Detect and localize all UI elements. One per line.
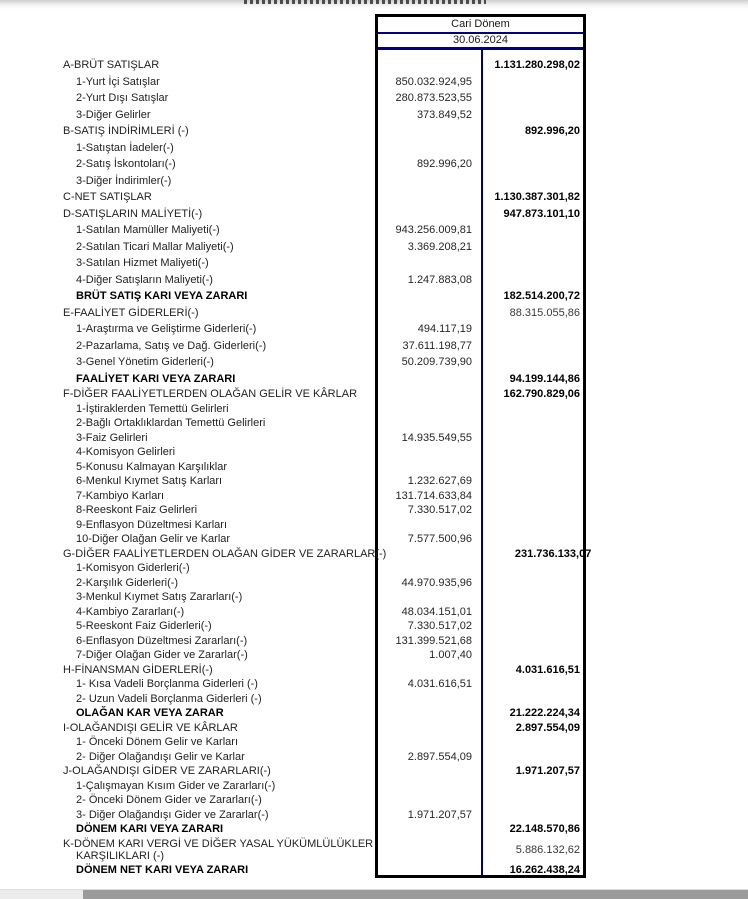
row-label-text: 3-Diğer Gelirler <box>76 108 151 121</box>
table-row <box>0 837 748 864</box>
row-subcolumn-value: 7.330.517,02 <box>407 504 472 517</box>
row-label-text: 2- Diğer Olağandışı Gelir ve Karlar <box>76 750 245 763</box>
table-row <box>0 648 748 663</box>
row-total-value: 231.736.133,07 <box>514 547 592 560</box>
row-label <box>0 417 375 430</box>
table-row <box>0 779 748 794</box>
row-subcolumn-value: 1.007,40 <box>429 649 472 662</box>
table-row <box>0 288 748 305</box>
period-label: Cari Dönem <box>375 17 586 34</box>
row-label <box>0 519 375 532</box>
table-row <box>0 431 748 446</box>
table-row <box>0 735 748 750</box>
row-label-text: 2-Satılan Ticari Mallar Maliyeti(-) <box>76 240 234 253</box>
table-row <box>0 793 748 808</box>
row-subcolumn-value: 48.034.151,01 <box>401 605 472 618</box>
row-label <box>0 649 375 662</box>
row-subcolumn-value: 850.032.924,95 <box>395 75 472 88</box>
row-label <box>0 373 375 386</box>
row-label <box>0 307 375 320</box>
table-row <box>0 532 748 547</box>
row-label <box>0 191 375 204</box>
row-label <box>0 809 375 822</box>
row-label <box>0 257 375 270</box>
row-label-text: 1- Önceki Dönem Gelir ve Karları <box>76 736 238 748</box>
row-label-text: DÖNEM NET KARI VEYA ZARARI <box>76 864 249 876</box>
row-label-text: 6-Enflasyon Düzeltmesi Zararları(-) <box>76 634 248 647</box>
row-label-text: 1- Kısa Vadeli Borçlanma Giderleri (-) <box>76 678 258 690</box>
row-label <box>0 794 375 807</box>
scrollbar-thumb[interactable] <box>83 890 748 899</box>
row-subcolumn-value: 131.714.633,84 <box>395 489 472 502</box>
row-label <box>0 388 375 401</box>
row-label-text: 2-Satış İskontoları(-) <box>76 158 176 170</box>
row-subcolumn-value: 37.611.198,77 <box>402 339 472 352</box>
row-subcolumn-value: 1.971.207,57 <box>407 808 472 821</box>
table-row <box>0 173 748 190</box>
row-label <box>0 403 375 416</box>
row-label-text: 1-Komisyon Giderleri(-) <box>76 562 190 574</box>
row-label-text: 2-Yurt Dışı Satışlar <box>76 92 169 104</box>
table-row <box>0 123 748 140</box>
row-label <box>0 577 375 590</box>
table-row <box>0 371 748 388</box>
table-row <box>0 808 748 823</box>
row-label <box>0 224 375 237</box>
row-label <box>0 620 375 633</box>
row-label <box>0 562 375 575</box>
row-label-text: 1-Çalışmayan Kısım Gider ve Zararları(-) <box>76 779 276 792</box>
period-header-box <box>375 14 586 50</box>
row-subcolumn-value: 131.399.521,68 <box>395 634 472 647</box>
table-row <box>0 721 748 736</box>
row-label-text: K-DÖNEM KARI VERGİ VE DİĞER YASAL YÜKÜMLÜLÜKLER <box>63 837 374 850</box>
row-label-text: 2- Uzun Vadeli Borçlanma Giderleri (-) <box>76 692 262 705</box>
row-subcolumn-value: 494.117,19 <box>417 323 472 336</box>
table-row <box>0 677 748 692</box>
row-subcolumn-value: 4.031.616,51 <box>407 678 472 691</box>
table-row <box>0 706 748 721</box>
table-row <box>0 561 748 576</box>
row-label-text: J-OLAĞANDIŞI GİDER VE ZARARLARI(-) <box>63 765 271 777</box>
table-row <box>0 663 748 678</box>
table-row <box>0 189 748 206</box>
row-label <box>0 175 375 188</box>
row-label <box>0 533 375 546</box>
row-subcolumn-value: 280.873.523,55 <box>395 92 472 105</box>
row-subcolumn-value: 1.247.883,08 <box>407 273 472 286</box>
period-date: 30.06.2024 <box>452 34 509 46</box>
row-label <box>0 864 375 877</box>
row-label-text: D-SATIŞLARIN MALİYETİ(-) <box>63 207 203 220</box>
row-label-text: 2- Önceki Dönem Gider ve Zararları(-) <box>76 794 262 806</box>
row-label-text: 1-Araştırma ve Geliştirme Giderleri(-) <box>76 323 257 335</box>
row-label-text: 3- Diğer Olağandışı Gider ve Zararlar(-) <box>76 808 269 821</box>
table-row <box>0 222 748 239</box>
row-label-text: 3-Menkul Kıymet Satış Zararları(-) <box>76 591 243 603</box>
row-total-value: 1.131.280.298,02 <box>494 59 580 72</box>
table-row <box>0 57 748 74</box>
row-label <box>0 356 375 369</box>
table-row <box>0 387 748 402</box>
row-subcolumn-value: 373.849,52 <box>416 108 472 121</box>
row-label <box>0 504 375 517</box>
table-row <box>0 402 748 417</box>
table-row <box>0 764 748 779</box>
table-row <box>0 692 748 707</box>
row-label-text: FAALİYET KARI VEYA ZARARI <box>76 372 236 385</box>
table-row <box>0 518 748 533</box>
row-label-text: 9-Enflasyon Düzeltmesi Karları <box>76 518 228 531</box>
income-statement-table <box>0 57 748 877</box>
table-row <box>0 305 748 322</box>
row-label-text: 3-Genel Yönetim Giderleri(-) <box>76 356 214 368</box>
row-label-text: 1-Yurt İçi Satışlar <box>76 75 160 88</box>
row-subcolumn-value: 2.897.554,09 <box>407 750 472 763</box>
table-row <box>0 619 748 634</box>
row-subcolumn-value: 14.935.549,55 <box>401 431 472 444</box>
table-row <box>0 445 748 460</box>
row-total-value: 5.886.132,62 <box>515 844 580 856</box>
table-row <box>0 634 748 649</box>
row-label <box>0 432 375 445</box>
row-label-text: OLAĞAN KAR VEYA ZARAR <box>76 707 224 719</box>
table-row <box>0 474 748 489</box>
row-total-value: 4.031.616,51 <box>515 663 580 676</box>
row-label <box>0 158 375 171</box>
table-row <box>0 140 748 157</box>
row-subcolumn-value: 7.330.517,02 <box>407 620 472 633</box>
row-total-value: 892.996,20 <box>524 125 580 138</box>
row-total-value: 21.222.224,34 <box>509 707 580 720</box>
row-label-text: 7-Diğer Olağan Gider ve Zararlar(-) <box>76 649 248 661</box>
row-label-text: 5-Konusu Kalmayan Karşılıklar <box>76 460 228 473</box>
row-total-value: 1.130.387.301,82 <box>494 191 580 204</box>
row-label-text: 2-Pazarlama, Satış ve Dağ. Giderleri(-) <box>76 339 267 352</box>
row-label <box>0 59 375 72</box>
row-label <box>0 678 375 691</box>
row-label-text: 4-Komisyon Gelirleri <box>76 446 176 458</box>
row-label-text: 4-Kambiyo Zararları(-) <box>76 605 185 618</box>
row-label-text: 8-Reeskont Faiz Gelirleri <box>76 504 198 516</box>
row-label-text: 3-Diğer İndirimler(-) <box>76 174 172 187</box>
row-total-value: 94.199.144,86 <box>509 372 580 385</box>
table-row <box>0 255 748 272</box>
row-label <box>0 92 375 105</box>
row-label-text: 3-Faiz Gelirleri <box>76 431 148 444</box>
row-label <box>0 446 375 459</box>
table-row <box>0 547 748 562</box>
row-label <box>0 461 375 474</box>
row-total-value: 16.262.438,24 <box>509 864 580 877</box>
row-subcolumn-value: 1.232.627,69 <box>407 475 472 488</box>
row-label-text: 2-Karşılık Giderleri(-) <box>76 576 179 589</box>
row-label <box>0 323 375 336</box>
row-subcolumn-value: 50.209.739,90 <box>401 356 472 369</box>
row-label <box>0 241 375 254</box>
row-label-text: 10-Diğer Olağan Gelir ve Karlar <box>76 533 231 545</box>
table-row <box>0 354 748 371</box>
row-label <box>0 664 375 677</box>
row-label-text: 1-Satılan Mamüller Maliyeti(-) <box>76 224 220 236</box>
row-label-text: DÖNEM KARI VEYA ZARARI <box>76 823 224 835</box>
table-row <box>0 156 748 173</box>
table-row <box>0 605 748 620</box>
row-label-text: H-FİNANSMAN GİDERLERİ(-) <box>63 663 213 676</box>
row-label <box>0 125 375 138</box>
row-label <box>0 736 375 749</box>
row-label <box>0 142 375 155</box>
table-row <box>0 338 748 355</box>
row-subcolumn-value: 44.970.935,96 <box>401 576 472 589</box>
row-label <box>0 707 375 720</box>
row-label <box>0 722 375 735</box>
row-label <box>0 109 375 122</box>
clipped-header-text <box>244 0 486 4</box>
row-label-text: 6-Menkul Kıymet Satış Karları <box>76 475 223 487</box>
row-subcolumn-value: 7.577.500,96 <box>407 533 472 546</box>
row-label <box>0 635 375 648</box>
row-label <box>0 751 375 764</box>
table-row <box>0 489 748 504</box>
table-row <box>0 206 748 223</box>
row-total-value: 88.315.055,86 <box>509 306 580 319</box>
row-label <box>0 490 375 503</box>
row-label <box>0 591 375 604</box>
row-total-value: 947.873.101,10 <box>503 207 580 220</box>
table-row <box>0 576 748 591</box>
row-total-value: 1.971.207,57 <box>515 765 580 778</box>
table-row <box>0 107 748 124</box>
table-row <box>0 460 748 475</box>
table-row <box>0 503 748 518</box>
table-row <box>0 321 748 338</box>
row-label-text: 3-Satılan Hizmet Maliyeti(-) <box>76 257 209 269</box>
row-label <box>0 765 375 778</box>
row-label <box>0 290 375 303</box>
row-subcolumn-value: 892.996,20 <box>416 158 472 171</box>
row-total-value: 2.897.554,09 <box>515 721 580 734</box>
row-label <box>0 475 375 488</box>
row-label-text: G-DİĞER FAALİYETLERDEN OLAĞAN GİDER VE ZARARLAR(-) <box>63 547 387 560</box>
row-label <box>0 274 375 287</box>
row-label <box>0 76 375 89</box>
row-label-text: B-SATIŞ İNDİRİMLERİ (-) <box>63 125 189 137</box>
table-row <box>0 74 748 91</box>
table-row <box>0 239 748 256</box>
table-row <box>0 416 748 431</box>
row-label <box>0 823 375 836</box>
row-label-text: F-DİĞER FAALİYETLERDEN OLAĞAN GELİR VE KÂRLAR <box>63 388 358 400</box>
row-label-text: 4-Diğer Satışların Maliyeti(-) <box>76 273 213 286</box>
row-total-value: 182.514.200,72 <box>503 290 580 303</box>
table-row <box>0 590 748 605</box>
row-label-text-line2: KARŞILIKLARI (-) <box>76 850 165 862</box>
table-row <box>0 822 748 837</box>
row-label-text: BRÜT SATIŞ KARI VEYA ZARARI <box>76 290 248 302</box>
row-label-text: 7-Kambiyo Karları <box>76 489 165 502</box>
row-label-text: E-FAALİYET GİDERLERİ(-) <box>63 306 199 319</box>
row-label-text: 5-Reeskont Faiz Giderleri(-) <box>76 620 212 632</box>
row-label-text: A-BRÜT SATIŞLAR <box>63 59 160 71</box>
row-label <box>0 838 375 863</box>
table-row <box>0 90 748 107</box>
row-subcolumn-value: 3.369.208,21 <box>407 240 472 253</box>
table-row <box>0 750 748 765</box>
horizontal-scrollbar[interactable] <box>0 889 748 899</box>
row-label-text: C-NET SATIŞLAR <box>63 191 152 203</box>
row-label-text: I-OLAĞANDIŞI GELİR VE KÂRLAR <box>63 721 238 734</box>
row-label <box>0 340 375 353</box>
row-label <box>0 208 375 221</box>
row-label <box>0 693 375 706</box>
row-subcolumn-value: 943.256.009,81 <box>395 224 472 237</box>
row-label <box>0 780 375 793</box>
row-label <box>0 548 386 561</box>
table-row <box>0 864 748 878</box>
row-label-text: 1-Satıştan İadeler(-) <box>76 141 174 154</box>
row-label-text: 2-Bağlı Ortaklıklardan Temettü Gelirleri <box>76 417 266 429</box>
row-total-value: 162.790.829,06 <box>503 388 580 401</box>
row-label-text: 1-İştiraklerden Temettü Gelirleri <box>76 402 229 415</box>
row-total-value: 22.148.570,86 <box>509 823 580 836</box>
table-row <box>0 272 748 289</box>
row-label <box>0 606 375 619</box>
